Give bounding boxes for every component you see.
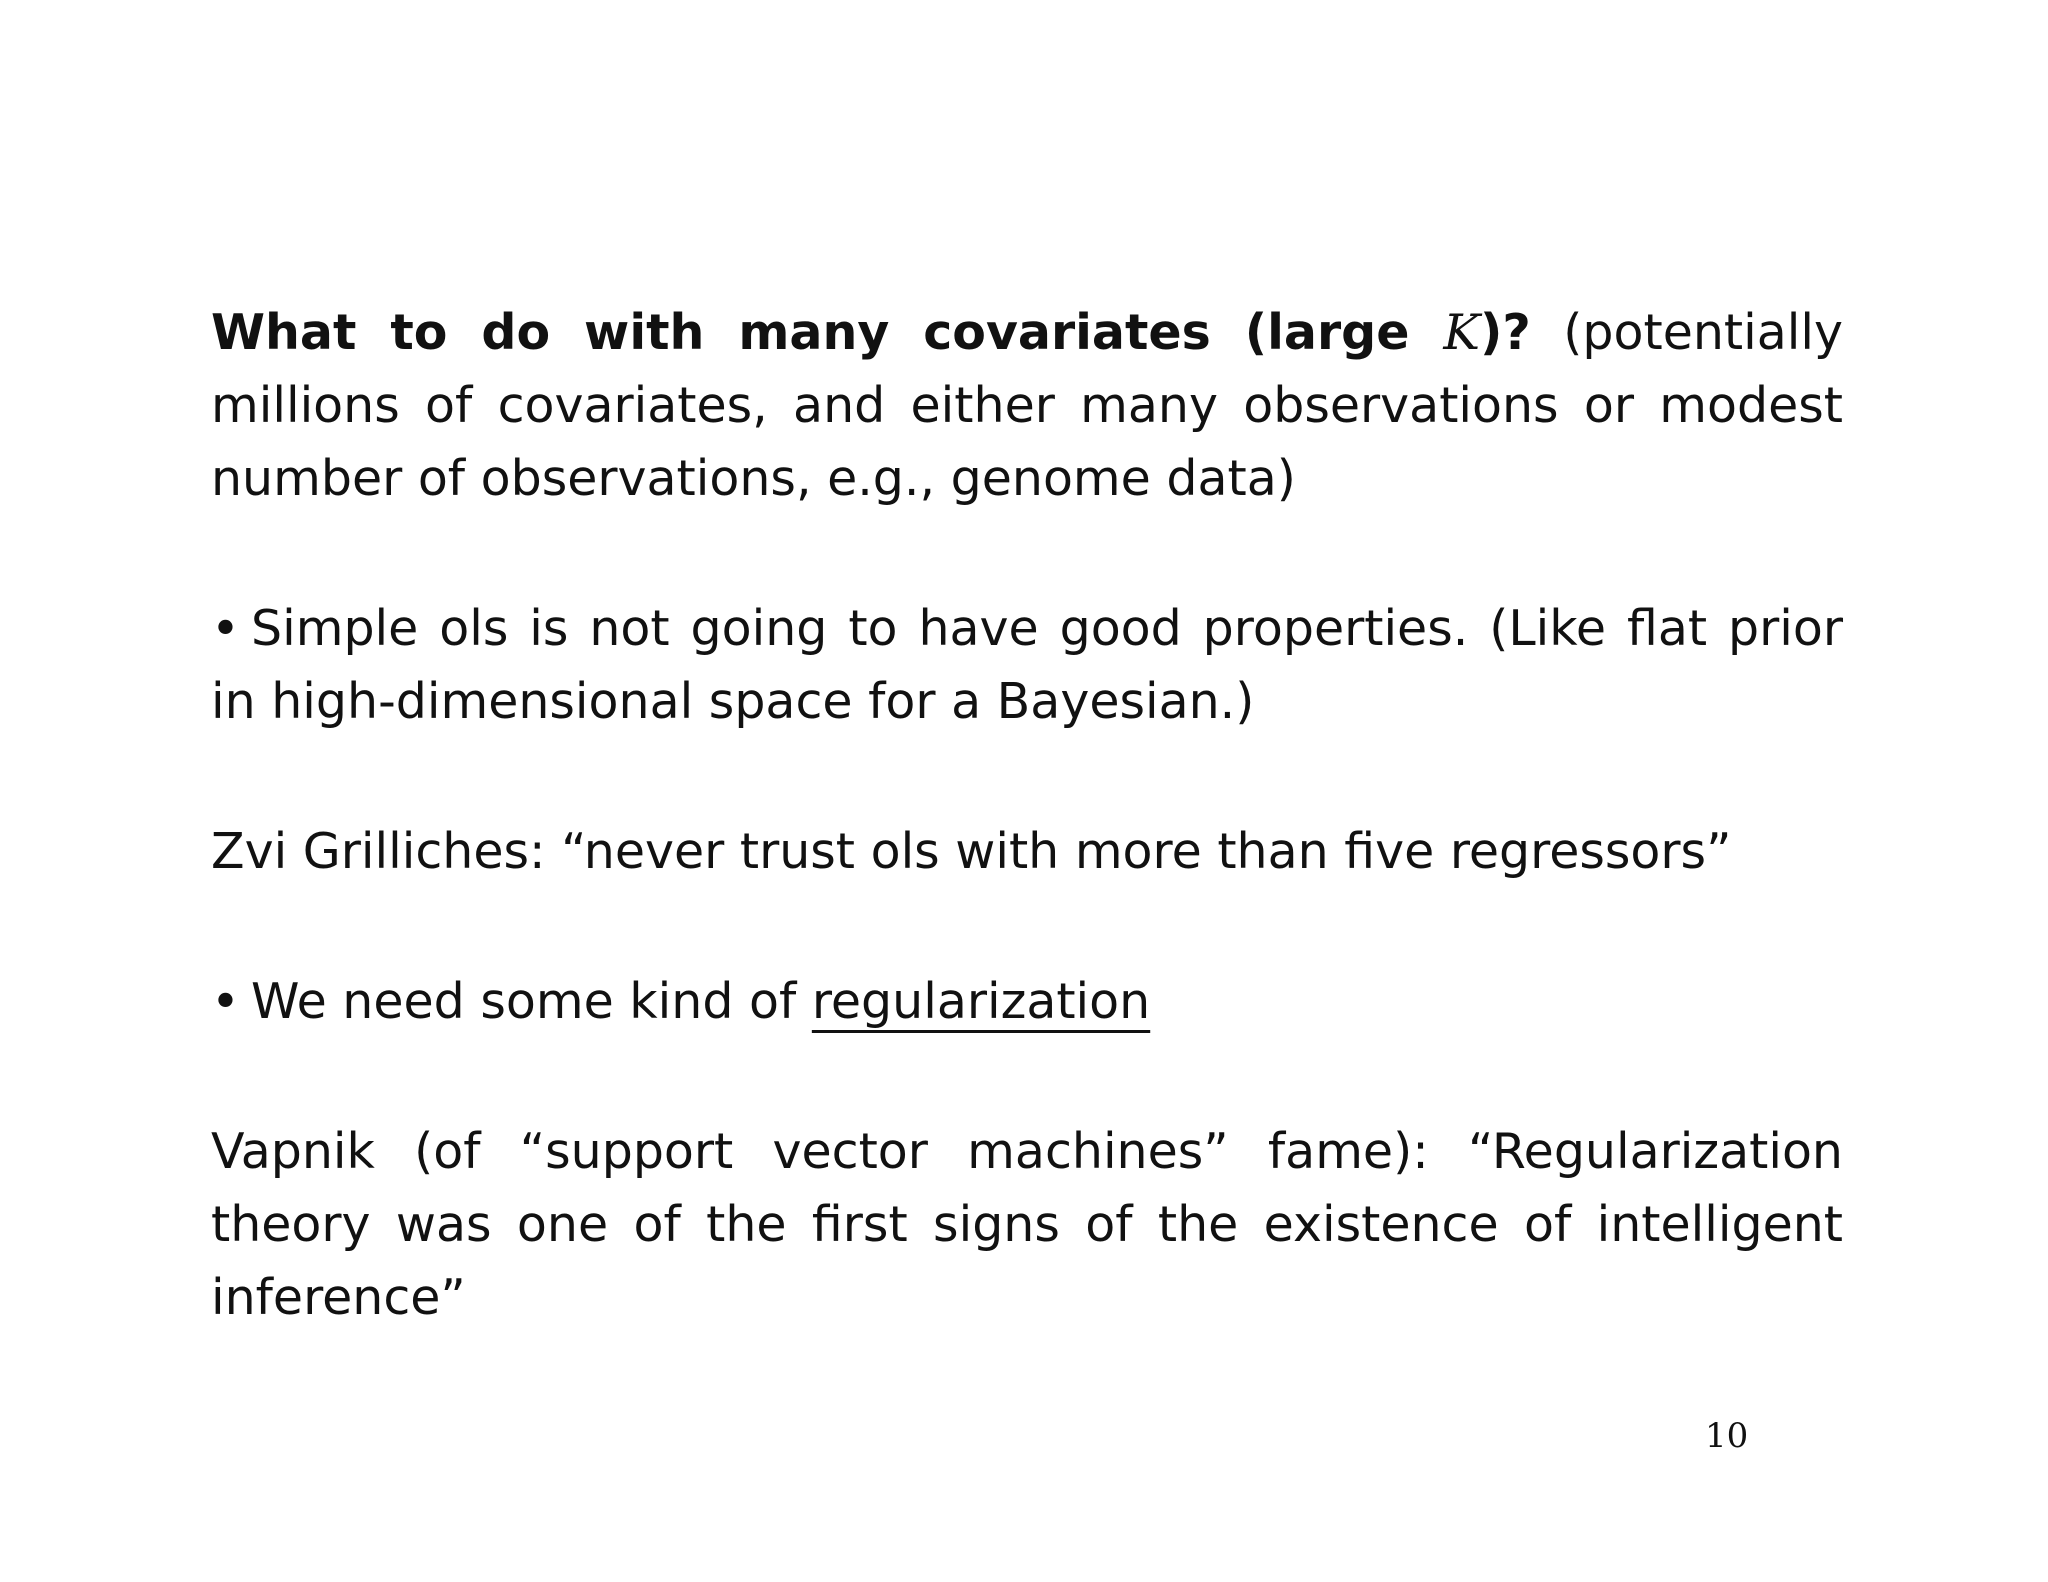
underlined-term: regularization <box>811 973 1151 1030</box>
bullet-icon: • <box>211 973 240 1030</box>
heading-bold-prefix: What to do with many covariates (large <box>211 304 1444 361</box>
quote-vapnik <box>211 1115 1843 1334</box>
heading-bold-suffix: )? <box>1480 304 1531 361</box>
page-number: 10 <box>1705 1416 1749 1456</box>
bullet-icon: • <box>211 600 240 657</box>
quote-grilliches <box>211 815 1843 888</box>
bullet-item-simple-ols <box>211 592 1843 738</box>
heading-paragraph <box>211 296 1843 515</box>
quote-text: Zvi Grilliches: “never trust ols with more than five regressors” <box>211 823 1732 880</box>
bullet-text: We need some kind of <box>251 973 812 1030</box>
quote-text: Vapnik (of “support vector machines” fame): “Regularization theory was one of the first signs of the existence of intelligent inference” <box>211 1123 1843 1326</box>
bullet-text: Simple ols is not going to have good properties. (Like flat prior in high-dimensional space for a Bayesian.) <box>211 600 1843 730</box>
math-symbol-k: K <box>1443 304 1481 361</box>
heading-continuation: (potentially millions of covariates, and either many observations or modest number of observations, e.g., genome data) <box>211 304 1843 507</box>
heading-title <box>211 304 1531 361</box>
slide-content <box>211 296 1843 1334</box>
bullet-item-regularization <box>211 965 1843 1038</box>
